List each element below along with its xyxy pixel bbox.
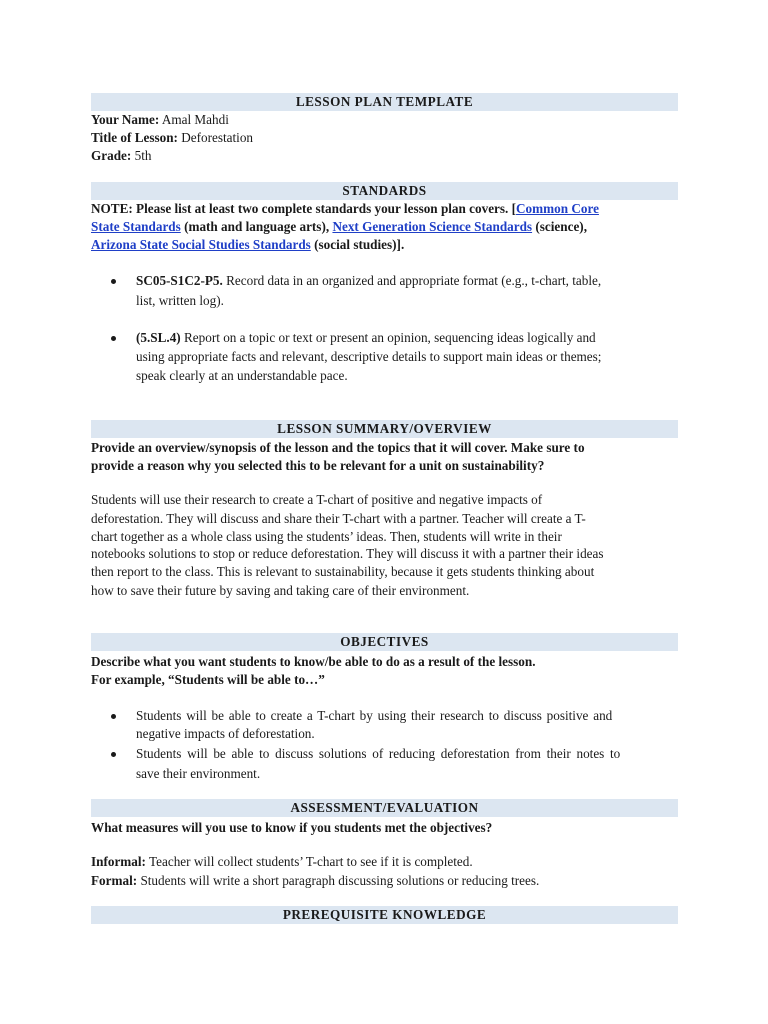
objective-item-text	[136, 745, 678, 783]
summary-prompt: provide a reason why you selected this to be relevant for a unit on sustainability?	[91, 458, 545, 473]
summary-body-line: notebooks solutions to stop or reduce deforestation. They will discuss it with a partner their ideas	[91, 546, 604, 561]
standards-note-text: NOTE: Please list at least two complete standards your lesson plan covers. [	[91, 201, 517, 216]
common-core-link-cont[interactable]: State Standards	[91, 219, 181, 234]
standard-desc: Report on a topic or text or present an opinion, sequencing ideas logically and	[180, 330, 596, 345]
objective-item-text	[136, 707, 678, 743]
summary-body-line: deforestation. They will discuss and share their T-chart with a partner. Teacher will create a T-	[91, 511, 586, 526]
objective-text: Students will be able to create a T-chart by using their research to discuss positive and	[136, 708, 613, 723]
assessment-informal	[91, 853, 678, 871]
field-grade	[91, 147, 678, 165]
field-value: Amal Mahdi	[161, 112, 229, 127]
standards-note-line2	[91, 218, 678, 236]
objective-text: save their environment.	[136, 766, 261, 781]
assessment-prompt: What measures will you use to know if you students met the objectives?	[91, 820, 493, 835]
bullet-icon	[111, 714, 116, 719]
common-core-link[interactable]: Common Core	[516, 201, 599, 216]
field-your-name	[91, 111, 678, 129]
section-header-standards: STANDARDS	[91, 182, 678, 200]
section-header-prerequisite: PREREQUISITE KNOWLEDGE	[91, 906, 678, 924]
standards-note-text: (science),	[532, 219, 587, 234]
section-header-assessment: ASSESSMENT/EVALUATION	[91, 799, 678, 817]
standards-note-text: (math and language arts),	[180, 219, 333, 234]
summary-prompt: Provide an overview/synopsis of the lesson and the topics that it will cover. Make sure to	[91, 440, 585, 455]
summary-body-line: then report to the class. This is relevant to sustainability, because it gets students thinking about	[91, 564, 595, 579]
standards-note-line3	[91, 236, 678, 254]
bullet-icon	[111, 336, 116, 341]
objectives-prompt: For example, “Students will be able to…”	[91, 672, 325, 687]
arizona-social-studies-link[interactable]: Arizona State Social Studies Standards	[91, 237, 311, 252]
section-header-objectives: OBJECTIVES	[91, 633, 678, 651]
objective-text: negative impacts of deforestation.	[136, 726, 315, 741]
standard-code: (5.SL.4)	[136, 330, 181, 345]
objectives-prompt: Describe what you want students to know/be able to do as a result of the lesson.	[91, 654, 536, 669]
field-label: Grade:	[91, 148, 132, 163]
field-value: Deforestation	[181, 130, 254, 145]
standard-desc: using appropriate facts and relevant, descriptive details to support main ideas or themes;	[136, 349, 602, 364]
standards-note-line1	[91, 200, 678, 218]
standard-desc: list, written log).	[136, 293, 224, 308]
assessment-label: Formal:	[91, 873, 138, 888]
summary-body-line: how to save their future by saving and taking care of their environment.	[91, 583, 470, 598]
standard-code: SC05-S1C2-P5.	[136, 273, 223, 288]
field-value: 5th	[134, 148, 152, 163]
assessment-label: Informal:	[91, 854, 146, 869]
summary-body-line: chart together as a whole class using the students’ ideas. Then, students will write in their	[91, 529, 562, 544]
objective-text: Students will be able to discuss solutions of reducing deforestation from their notes to	[136, 746, 621, 761]
standard-item-text	[136, 329, 678, 385]
summary-body-line: Students will use their research to create a T-chart of positive and negative impacts of	[91, 492, 543, 507]
section-header-lesson-plan: LESSON PLAN TEMPLATE	[91, 93, 678, 111]
bullet-icon	[111, 279, 116, 284]
ngss-link[interactable]: Next Generation Science Standards	[332, 219, 533, 234]
standards-note-text: (social studies)].	[310, 237, 405, 252]
standard-desc: Record data in an organized and appropriate format (e.g., t-chart, table,	[222, 273, 602, 288]
assessment-formal	[91, 872, 678, 890]
field-label: Title of Lesson:	[91, 130, 178, 145]
field-title-of-lesson	[91, 129, 678, 147]
field-label: Your Name:	[91, 112, 160, 127]
standard-item-text	[136, 272, 678, 310]
assessment-text: Students will write a short paragraph discussing solutions or reducing trees.	[137, 873, 540, 888]
section-header-summary: LESSON SUMMARY/OVERVIEW	[91, 420, 678, 438]
bullet-icon	[111, 752, 116, 757]
standard-desc: speak clearly at an understandable pace.	[136, 368, 348, 383]
assessment-text: Teacher will collect students’ T-chart to see if it is completed.	[145, 854, 473, 869]
